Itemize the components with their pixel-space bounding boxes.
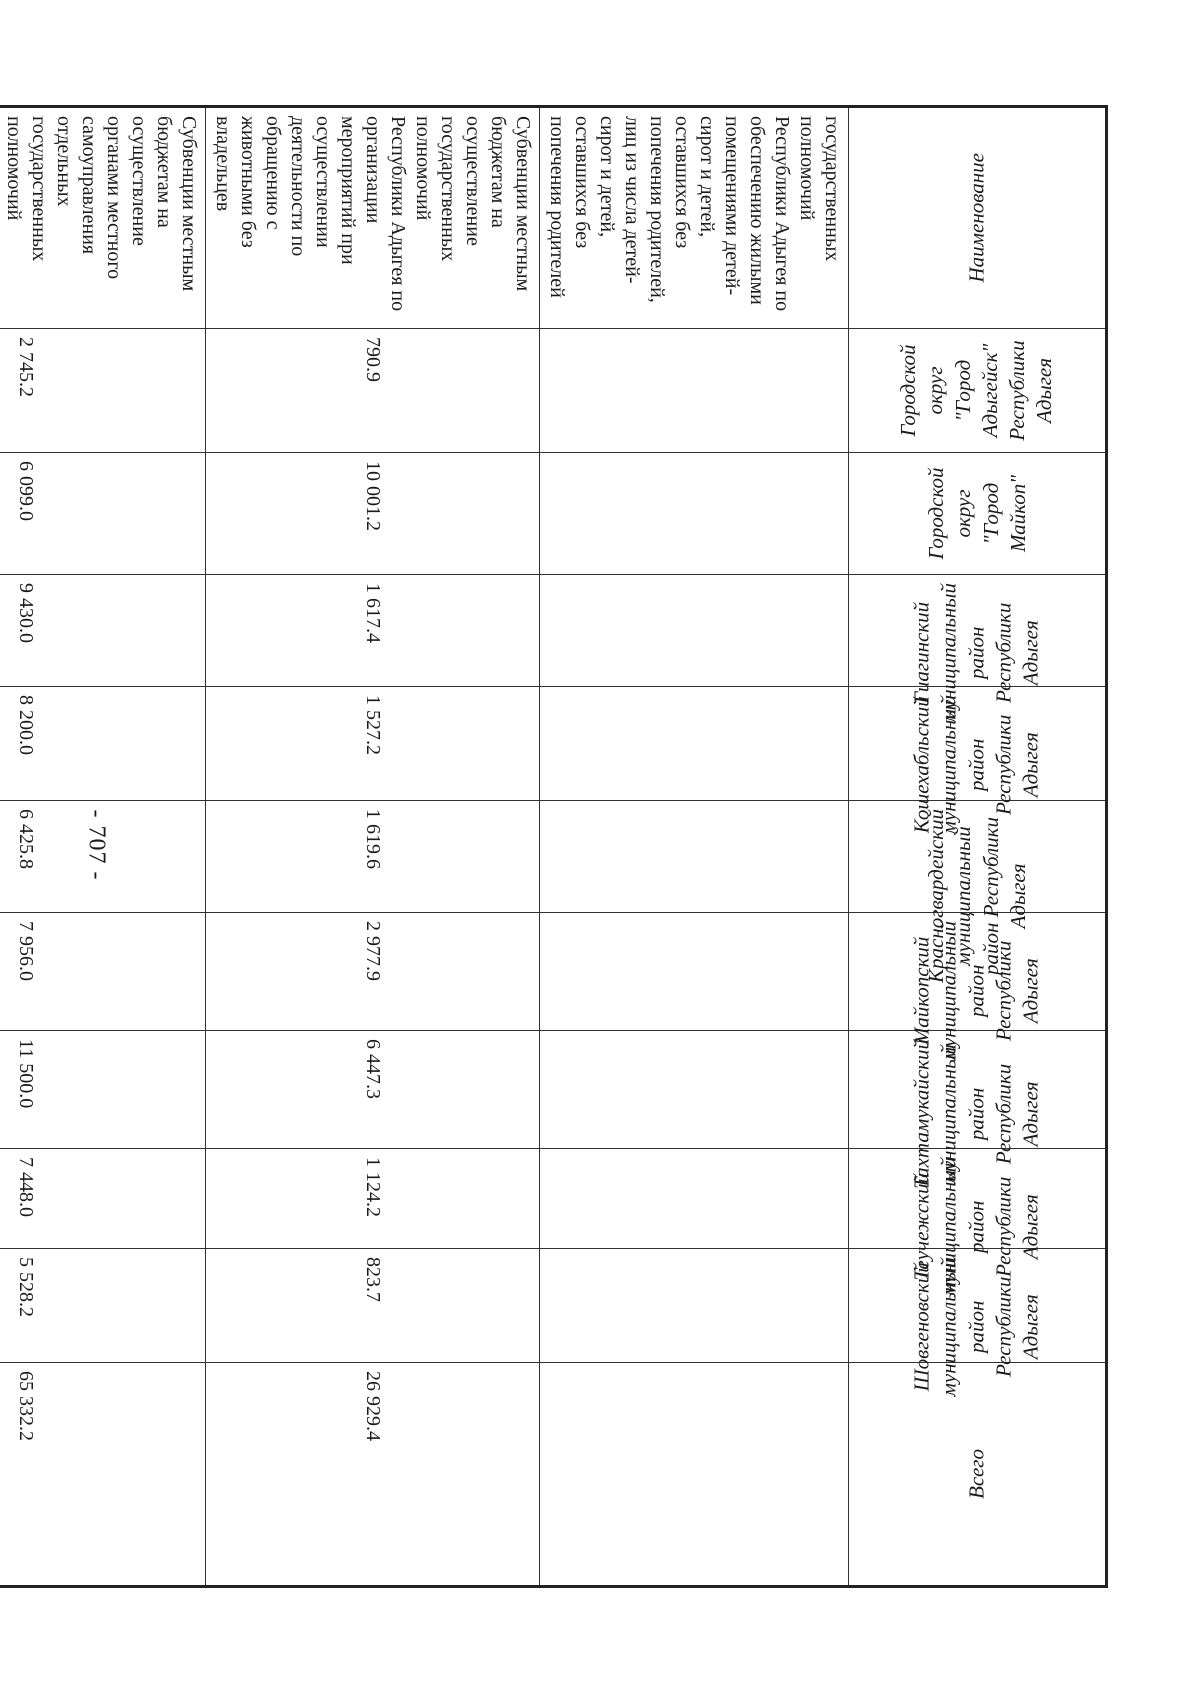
header-label: Кошехабльский муниципальный район Республики Адыгея <box>909 695 1043 835</box>
value-cell <box>540 687 849 801</box>
row-name-cell: государственных полномочий Республики Адыгея по обеспечению жилыми помещениями детей-сирот и детей, оставшихся без попечения родителей, лиц из числа детей-сирот и детей, оставшихся без попечения родителей <box>540 107 849 329</box>
value-cell: 26 929.4 <box>206 1363 540 1587</box>
header-label: Теучежский муниципальный район Республики Адыгея <box>909 1156 1043 1297</box>
value-cell: 65 332.2 <box>0 1363 206 1587</box>
header-cell <box>849 801 1107 983</box>
table-row <box>540 107 849 1587</box>
value-cell: 1 527.2 <box>206 687 540 801</box>
value-cell: 9 430.0 <box>0 575 206 687</box>
header-label: Красногвардейский муниципальный район Республики Адыгея <box>923 809 1030 983</box>
header-label: Городской округ "Город Майкоп" <box>923 467 1030 560</box>
header-cell <box>849 453 1107 575</box>
value-cell <box>540 453 849 575</box>
header-cell <box>849 913 1107 1061</box>
header-label: Всего <box>964 1449 989 1499</box>
row-name-cell: Субвенции местным бюджетам на осуществление органами местного самоуправления отдельных государственных полномочий <box>0 107 206 329</box>
header-cell <box>849 107 1107 329</box>
value-cell <box>540 801 849 913</box>
value-cell: 1 619.6 <box>206 801 540 913</box>
header-label: Тахтамукайский муниципальный район Республики Адыгея <box>909 1039 1043 1189</box>
value-cell: 2 745.2 <box>0 329 206 453</box>
value-cell: 7 448.0 <box>0 1149 206 1249</box>
value-cell: 8 200.0 <box>0 687 206 801</box>
value-cell: 5 528.2 <box>0 1249 206 1363</box>
value-cell: 1 124.2 <box>206 1149 540 1249</box>
value-cell: 7 956.0 <box>0 913 206 1031</box>
header-cell <box>849 1249 1107 1397</box>
value-cell: 10 001.2 <box>206 453 540 575</box>
header-label: Майкопский муниципальный район Республики Адыгея <box>909 920 1043 1061</box>
table-row <box>206 107 540 1587</box>
header-cell <box>849 329 1107 453</box>
header-cell <box>849 1149 1107 1297</box>
value-cell <box>540 1249 849 1363</box>
table-header-row <box>849 107 1107 1587</box>
value-cell <box>540 575 849 687</box>
header-label: Городской округ "Город Адыгейск" Республики Адыгея <box>896 340 1057 441</box>
value-cell: 11 500.0 <box>0 1031 206 1149</box>
header-label: Шовгеновский муниципальный район Республики Адыгея <box>909 1257 1043 1397</box>
table-row <box>0 107 206 1587</box>
value-cell: 6 447.3 <box>206 1031 540 1149</box>
value-cell: 2 977.9 <box>206 913 540 1031</box>
value-cell: 823.7 <box>206 1249 540 1363</box>
page-number: - 707 - <box>83 809 110 881</box>
header-label: Гиагинский муниципальный район Республики Адыгея <box>909 582 1043 723</box>
value-cell <box>540 1149 849 1249</box>
value-cell: 6 425.8 <box>0 801 206 913</box>
header-cell <box>849 687 1107 835</box>
value-cell: 1 617.4 <box>206 575 540 687</box>
header-cell <box>849 1031 1107 1189</box>
value-cell: 6 099.0 <box>0 453 206 575</box>
budget-table <box>0 105 1108 1588</box>
row-name-cell: Субвенции местным бюджетам на осуществление государственных полномочий Республики Адыгея по организации мероприятий при осуществлении деятельности по обращению с животными без владельцев <box>206 107 540 329</box>
value-cell <box>540 913 849 1031</box>
header-cell <box>849 575 1107 723</box>
value-cell: 790.9 <box>206 329 540 453</box>
value-cell <box>540 1031 849 1149</box>
value-cell <box>540 1363 849 1587</box>
value-cell <box>540 329 849 453</box>
header-label: Наименование <box>964 153 989 283</box>
